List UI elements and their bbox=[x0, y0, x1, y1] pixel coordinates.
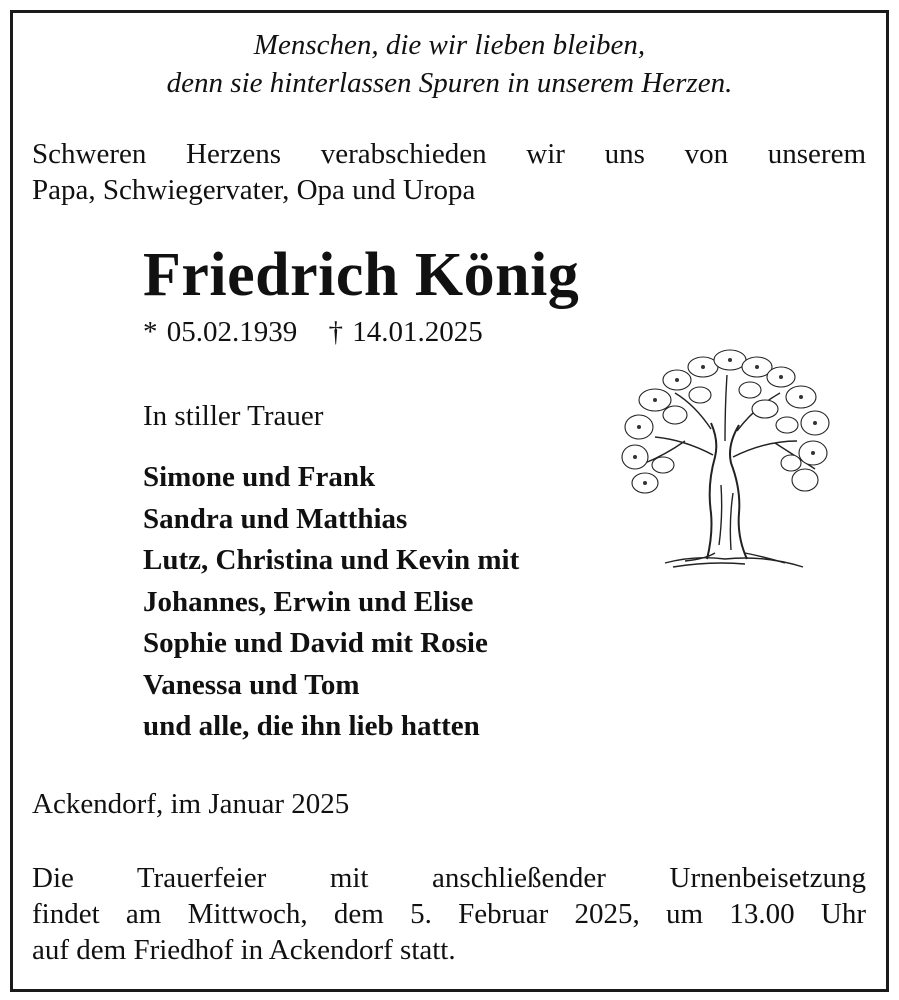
intro-line-1: Schweren Herzens verabschieden wir uns von unserem bbox=[32, 138, 866, 170]
death-date: † 14.01.2025 bbox=[328, 316, 483, 348]
place-and-date: Ackendorf, im Januar 2025 bbox=[32, 788, 350, 820]
mourner-line: Simone und Frank bbox=[143, 461, 376, 493]
motto-line-1: Menschen, die wir lieben bleiben, bbox=[253, 29, 646, 61]
service-details bbox=[32, 860, 866, 968]
tree-icon bbox=[615, 345, 837, 575]
mourner-line: Vanessa und Tom bbox=[143, 668, 360, 701]
mourner-line: Sophie und David mit Rosie bbox=[143, 627, 488, 659]
mourner-line: Sandra und Matthias bbox=[143, 502, 408, 535]
service-line-2: findet am Mittwoch, dem 5. Februar 2025, um 13.00 Uhr bbox=[32, 898, 866, 930]
mourners-list bbox=[143, 457, 519, 748]
motto bbox=[0, 26, 899, 102]
mourner-line: und alle, die ihn lieb hatten bbox=[143, 710, 480, 742]
birth-date: * 05.02.1939 bbox=[143, 316, 298, 348]
intro-line-2: Papa, Schwiegervater, Opa und Uropa bbox=[32, 174, 476, 206]
intro-text bbox=[32, 136, 866, 208]
deceased-name: Friedrich König bbox=[143, 241, 580, 309]
mourning-label: In stiller Trauer bbox=[143, 400, 324, 432]
mourner-line: Lutz, Christina und Kevin mit bbox=[143, 544, 520, 576]
life-dates bbox=[143, 314, 483, 350]
service-line-1: Die Trauerfeier mit anschließender Urnenbeisetzung bbox=[32, 862, 866, 894]
service-line-3: auf dem Friedhof in Ackendorf statt. bbox=[32, 934, 456, 966]
mourner-line: Johannes, Erwin und Elise bbox=[143, 585, 474, 618]
motto-line-2: denn sie hinterlassen Spuren in unserem Herzen. bbox=[166, 67, 733, 99]
